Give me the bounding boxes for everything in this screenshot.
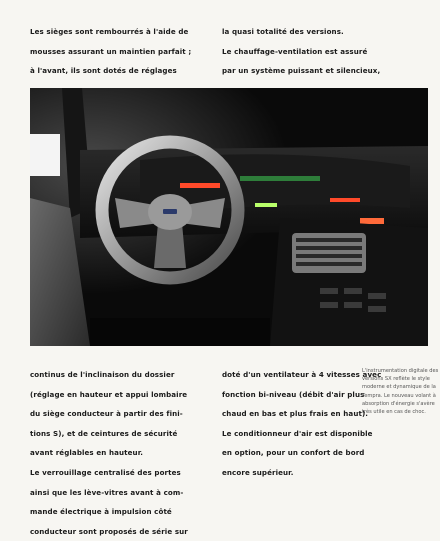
text-line: en option, pour un confort de bord — [222, 448, 365, 458]
photo-caption — [362, 367, 438, 416]
digital-display-strip — [240, 176, 320, 181]
footwell — [90, 318, 270, 346]
caption-line: moderne et dynamique de la — [362, 384, 436, 391]
caption-line: L'instrumentation digitale des — [362, 368, 439, 374]
text-line: ainsi que les lève-vitres avant à com- — [30, 487, 184, 497]
digital-display-red — [180, 183, 220, 188]
text-line: Les sièges sont rembourrés à l'aide de — [30, 27, 189, 36]
intro-right-column — [222, 22, 380, 81]
caption-line: absorption d'énergie s'avère — [362, 400, 435, 407]
text-line: continus de l'inclinaison du dossier — [30, 370, 175, 379]
caption-line: Tempra. Le nouveau volant à — [362, 392, 436, 399]
text-line: chaud en bas et plus frais en haut). — [222, 409, 369, 419]
text-line: par un système puissant et silencieux, — [222, 66, 381, 76]
warning-lights — [360, 218, 384, 224]
caption-line: très utile en cas de choc. — [362, 409, 426, 416]
text-line: mousses assurant un maintien parfait ; — [30, 46, 192, 56]
text-line: Le verrouillage centralisé des portes — [30, 467, 181, 477]
text-line: conducteur sont proposés de série sur — [30, 526, 188, 536]
text-line: fonction bi-niveau (débit d'air plus — [222, 389, 365, 399]
text-line: (réglage en hauteur et appui lombaire — [30, 389, 188, 399]
caption-line: versions SX reflète le style — [362, 376, 430, 383]
text-line: encore supérieur. — [222, 467, 294, 477]
text-line: avant réglables en hauteur. — [30, 448, 144, 458]
text-line: doté d'un ventilateur à 4 vitesses avec — [222, 370, 382, 379]
text-line: mande électrique à impulsion côté — [30, 507, 172, 517]
text-line: Le conditionneur d'air est disponible — [222, 428, 373, 438]
intro-left-column — [30, 22, 191, 81]
text-line: tions S), et de ceintures de sécurité — [30, 428, 178, 438]
text-line: à l'avant, ils sont dotés de réglages — [30, 66, 177, 76]
digital-display-red-right — [330, 198, 360, 202]
fiat-badge-icon — [163, 209, 177, 214]
dashboard-illustration — [30, 88, 428, 346]
dashboard-photo — [30, 88, 428, 346]
text-line: Le chauffage-ventilation est assuré — [222, 46, 368, 56]
digital-display-green — [255, 203, 277, 207]
side-window — [30, 134, 60, 176]
text-line: du siège conducteur à partir des fini- — [30, 409, 183, 419]
text-line: la quasi totalité des versions. — [222, 27, 344, 36]
body-right-column — [222, 365, 381, 483]
